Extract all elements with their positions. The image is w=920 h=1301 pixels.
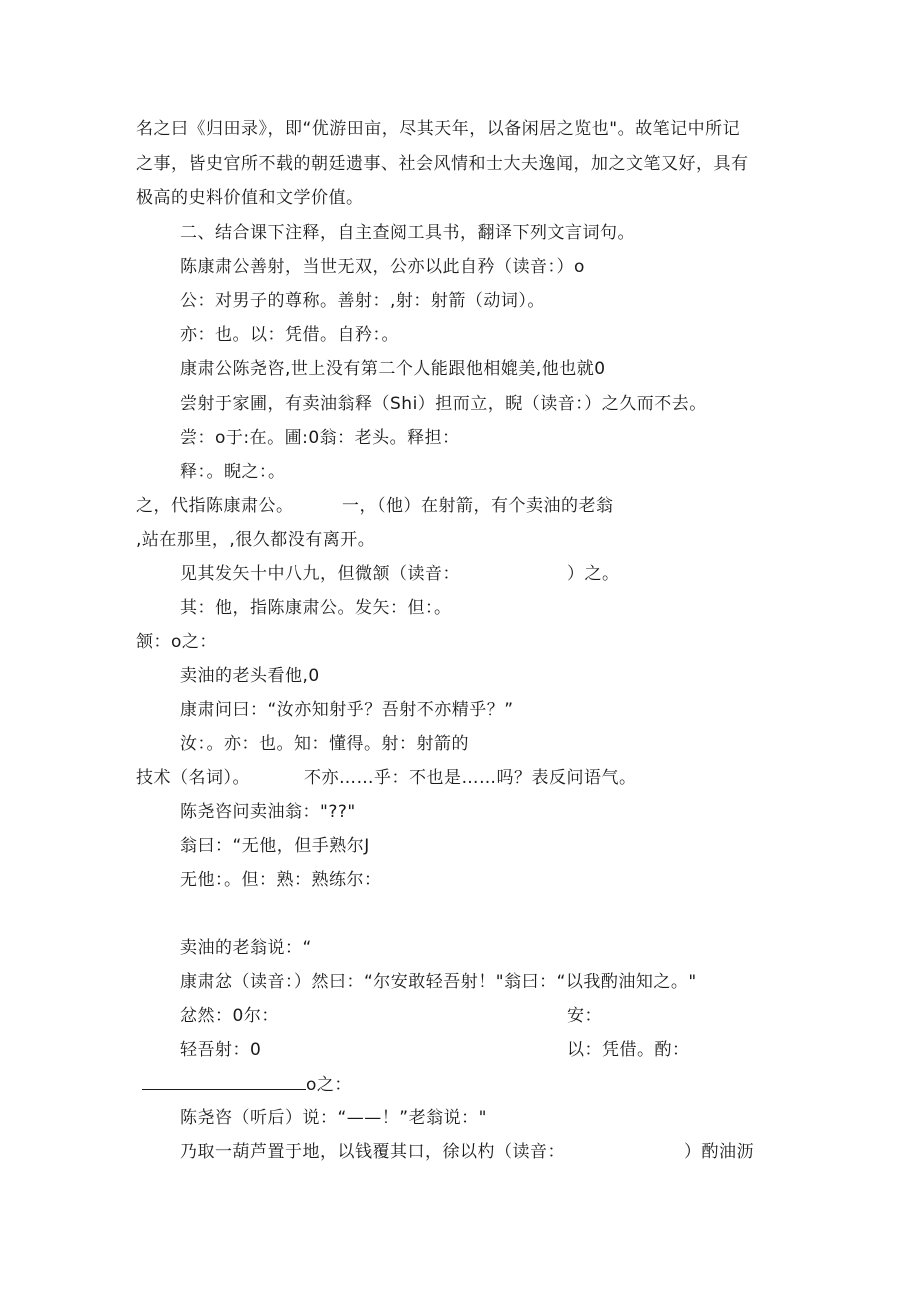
text-line-30b: ）酌油沥: [684, 1142, 754, 1162]
text-line-15: 其：他，指陈康肃公。发矢：但：。: [180, 598, 452, 618]
text-line-14b: ）之。: [567, 564, 620, 584]
text-line-2: 之事，皆史官所不载的朝廷遗事、社会风情和士大夫逸闻，加之文笔又好，具有: [136, 154, 749, 174]
text-line-24: 卖油的老翁说：“: [180, 938, 312, 958]
text-line-17: 卖油的老头看他,0: [180, 666, 320, 686]
text-line-28: [142, 1073, 352, 1096]
text-line-20a: 技术（名词）。: [136, 768, 250, 788]
text-line-7: 亦：也。以：凭借。自矜：。: [180, 325, 399, 345]
text-line-26a: 忿然：0尔：: [180, 1006, 279, 1026]
text-line-20b: 不亦……乎：不也是……吗？表反问语气。: [304, 768, 637, 788]
text-line-9: 尝射于家圃，有卖油翁释（Shi）担而立，睨（读音：）之久而不去。: [180, 394, 707, 414]
text-line-21: 陈尧咨问卖油翁："??": [180, 802, 356, 822]
text-line-28-label: o之：: [306, 1075, 352, 1095]
text-line-5: 陈康肃公善射，当世无双，公亦以此自矜（读音：）o: [180, 257, 585, 277]
section-heading: 二、结合课下注释，自主查阅工具书，翻译下列文言词句。: [180, 223, 635, 243]
text-line-27b: 以：凭借。酌：: [567, 1040, 690, 1060]
text-line-14a: 见其发矢十中八九，但微颔（读音：: [180, 564, 460, 584]
text-line-29: 陈尧咨（听后）说：“——！”老翁说：": [180, 1108, 487, 1128]
text-line-3: 极高的史料价值和文学价值。: [136, 188, 364, 208]
text-line-18: 康肃问曰：“汝亦知射乎？吾射不亦精乎？”: [180, 700, 514, 720]
text-line-10: 尝：o于:在。圃:0翁：老头。释担：: [180, 428, 460, 448]
text-line-16: 颔：o之：: [136, 632, 217, 652]
text-line-25: 康肃忿（读音：）然曰：“尔安敢轻吾射！"翁曰：“以我酌油知之。": [180, 972, 697, 992]
text-line-30a: 乃取一葫芦置于地，以钱覆其口，徐以杓（读音：: [180, 1142, 565, 1162]
text-line-1: 名之曰《归田录》，即“优游田亩，尽其天年，以备闲居之览也"。故笔记中所记: [136, 119, 741, 139]
text-line-27a: 轻吾射：0: [180, 1040, 262, 1060]
text-line-13: ,站在那里，,很久都没有离开。: [136, 530, 376, 550]
text-line-12a: 之，代指陈康肃公。: [136, 496, 294, 516]
text-line-8: 康肃公陈尧咨,世上没有第二个人能跟他相媲美,他也就0: [180, 359, 606, 379]
text-line-19: 汝：。亦：也。知：懂得。射：射箭的: [180, 734, 469, 754]
text-line-11: 释：。睨之：。: [180, 462, 286, 482]
text-line-23: 无他：。但：熟：熟练尔：: [180, 870, 382, 890]
text-line-26b: 安：: [567, 1006, 602, 1026]
text-line-6: 公：对男子的尊称。善射：,射：射箭（动词）。: [180, 291, 545, 311]
text-line-22: 翁曰：“无他，但手熟尔J: [180, 836, 370, 856]
answer-blank[interactable]: [142, 1073, 306, 1090]
text-line-12b: 一，（他）在射箭，有个卖油的老翁: [342, 496, 614, 516]
